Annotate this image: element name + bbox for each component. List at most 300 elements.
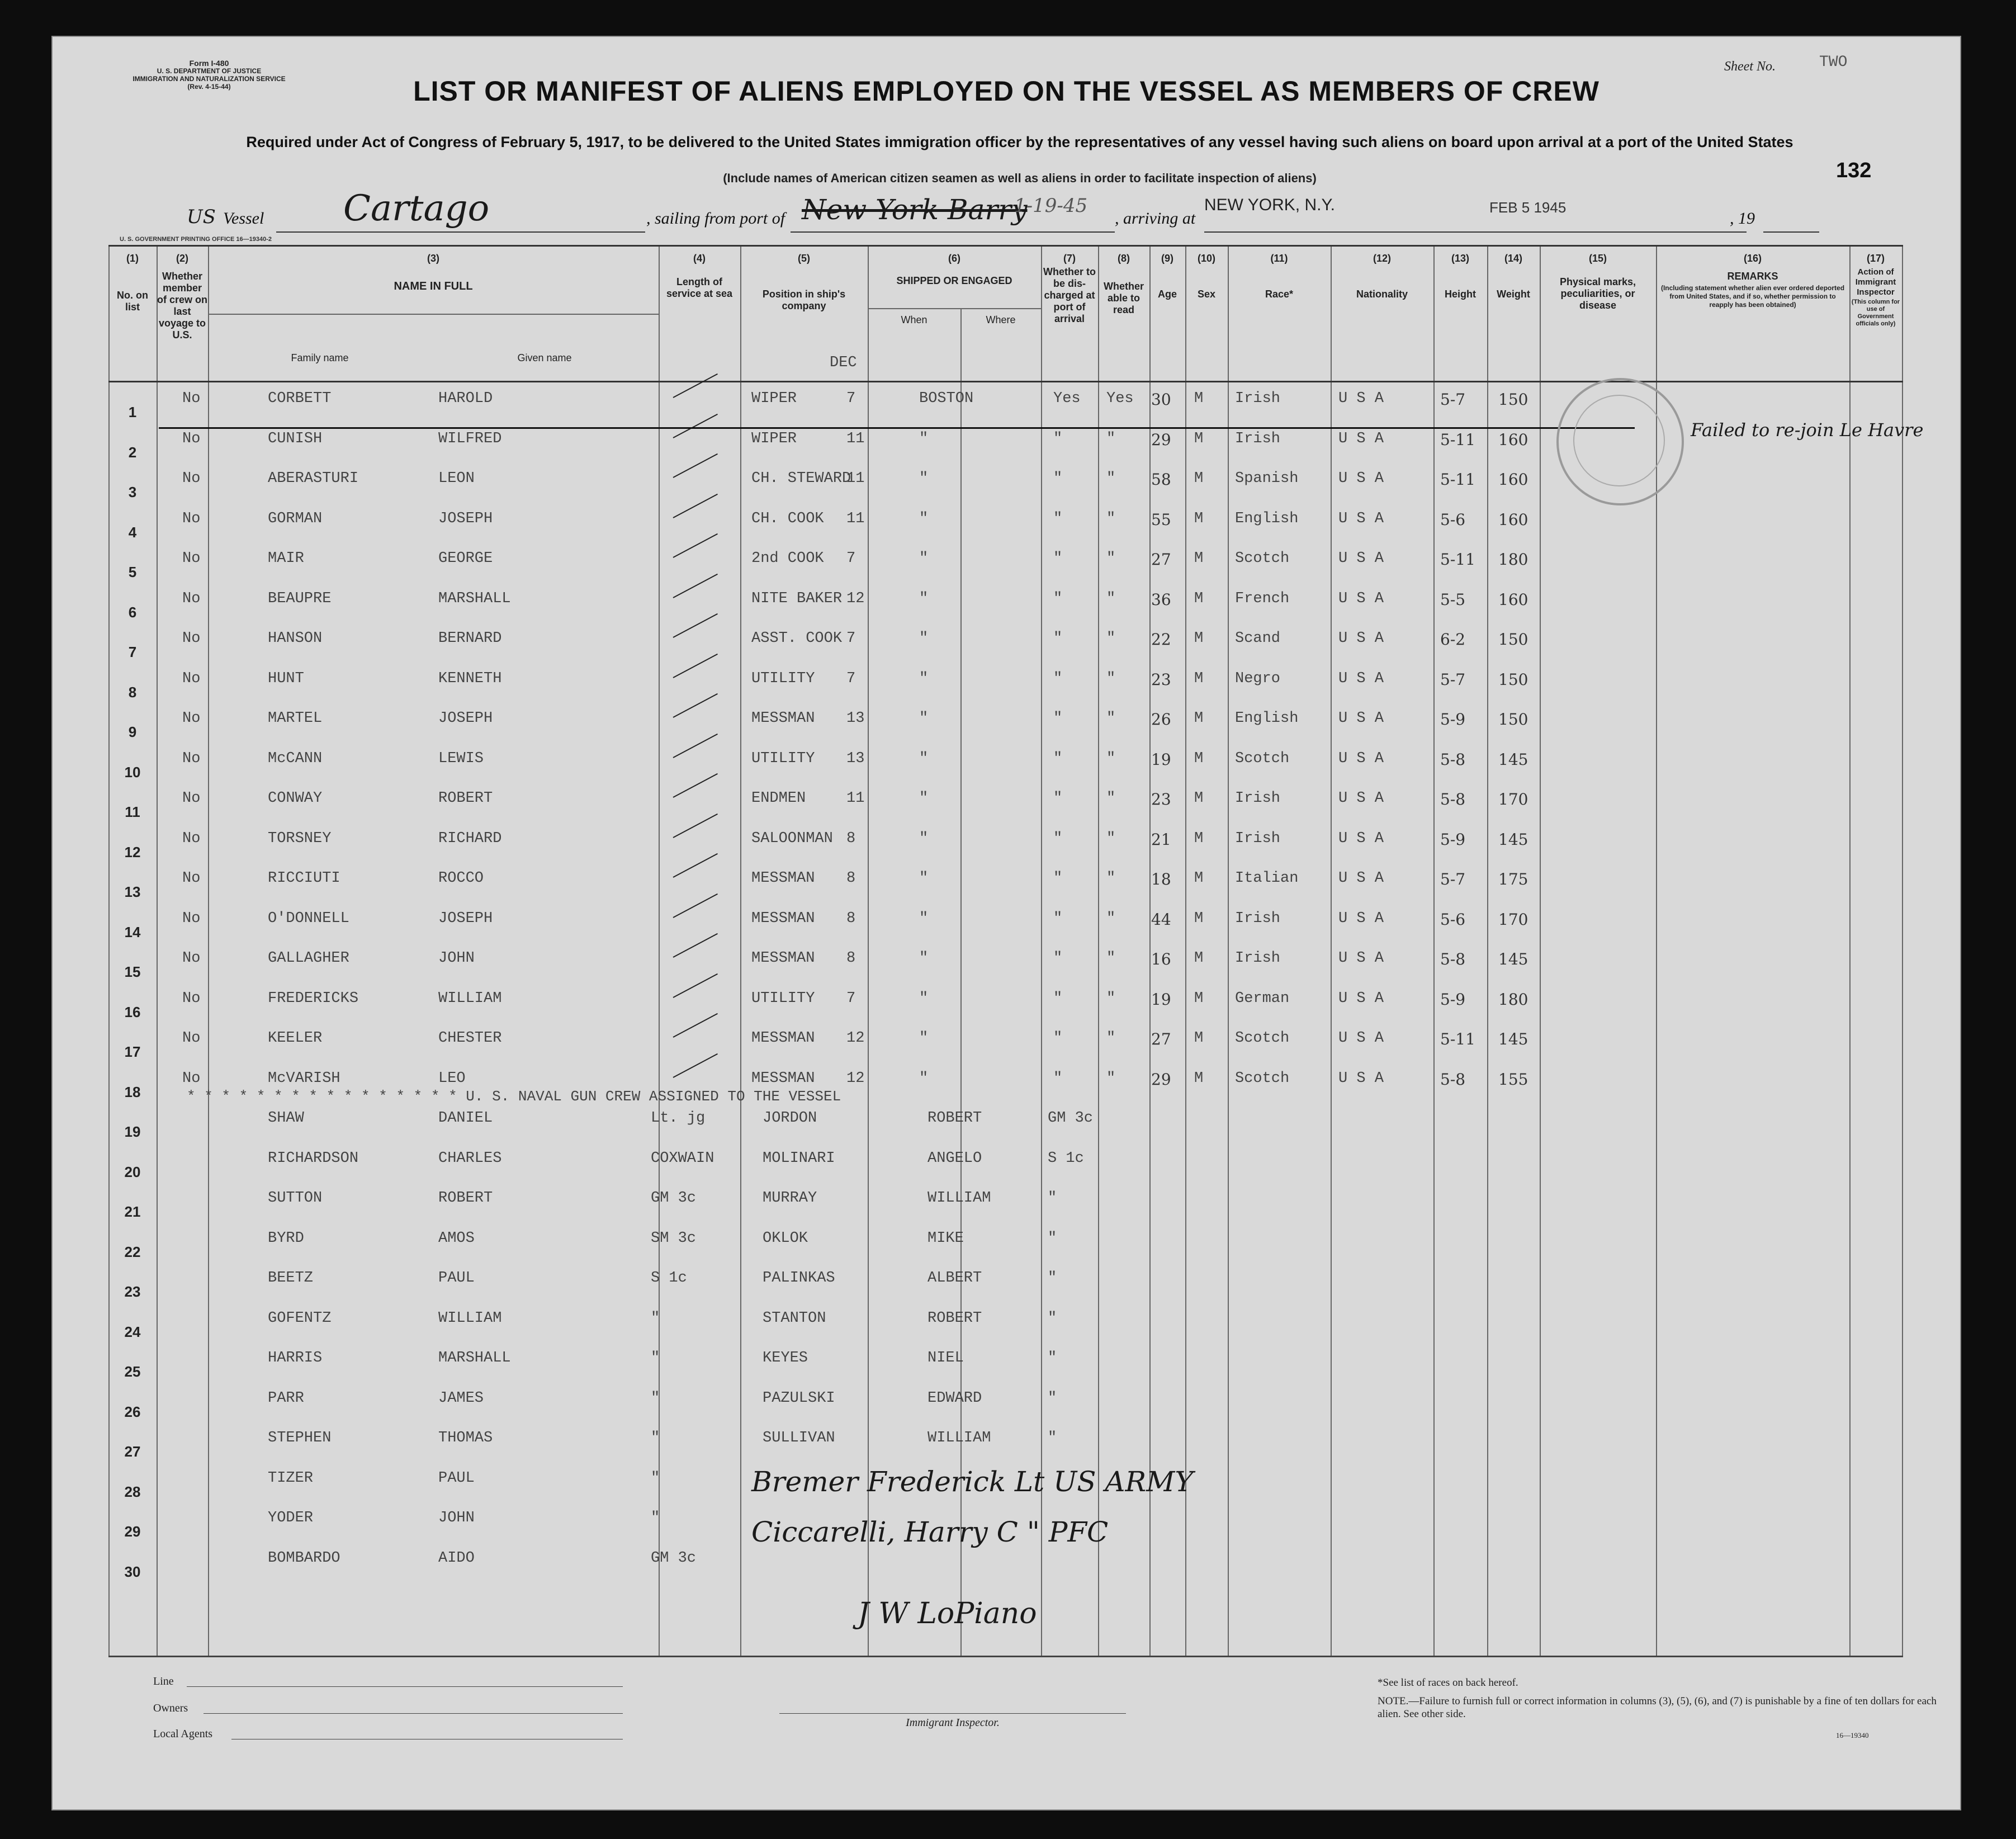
naval-rating: " xyxy=(1048,1270,1057,1287)
row-number: 7 xyxy=(128,644,137,660)
crew-nationality: U S A xyxy=(1338,790,1384,807)
crew-height: 5-7 xyxy=(1440,390,1466,409)
arriving-date: FEB 5 1945 xyxy=(1489,199,1567,216)
crew-height: 5-6 xyxy=(1440,910,1466,929)
crew-discharged: " xyxy=(1053,990,1063,1007)
col-9-number: (9) xyxy=(1161,253,1173,264)
army-entry-2: Ciccarelli, Harry C " PFC xyxy=(751,1516,1109,1548)
crew-prev-voyage: No xyxy=(182,870,201,887)
crew-family-name: RICCIUTI xyxy=(268,870,340,887)
crew-race: Scotch xyxy=(1235,1070,1290,1087)
col-3-family-header: Family name xyxy=(291,352,349,363)
naval-rating: " xyxy=(1048,1430,1057,1446)
crew-position: UTILITY xyxy=(751,990,815,1007)
col-11-number: (11) xyxy=(1270,253,1288,264)
crew-able-to-read: " xyxy=(1106,590,1116,607)
crew-discharged: " xyxy=(1053,750,1063,767)
crew-position: MESSMAN xyxy=(751,870,815,887)
row-number: 11 xyxy=(125,803,140,820)
crew-discharged: " xyxy=(1053,550,1063,567)
crew-given-name: BERNARD xyxy=(438,630,502,647)
crew-shipped-where: " xyxy=(919,1070,929,1087)
crew-shipped-when: 8 xyxy=(846,910,856,927)
crew-family-name: CORBETT xyxy=(268,390,332,407)
crew-shipped-where: " xyxy=(919,990,929,1007)
crew-race: Spanish xyxy=(1235,470,1299,487)
crew-prev-voyage: No xyxy=(182,950,201,967)
crew-height: 5-6 xyxy=(1440,510,1466,529)
crew-family-name: KEELER xyxy=(268,1030,323,1047)
crew-nationality: U S A xyxy=(1338,1030,1384,1047)
crew-able-to-read: " xyxy=(1106,830,1116,847)
crew-given-name: HAROLD xyxy=(438,390,493,407)
crew-age: 18 xyxy=(1151,870,1171,888)
naval-rating: " xyxy=(651,1389,660,1407)
crew-sex: M xyxy=(1194,790,1204,807)
crew-prev-voyage: No xyxy=(182,430,201,447)
crew-shipped-where: " xyxy=(919,590,929,607)
crew-shipped-where: " xyxy=(919,510,929,527)
crew-given-name: ROCCO xyxy=(438,870,484,887)
crew-position: MESSMAN xyxy=(751,950,815,967)
crew-age: 27 xyxy=(1151,550,1171,569)
row-number: 19 xyxy=(124,1123,141,1140)
naval-family-name: TIZER xyxy=(268,1469,314,1487)
naval-family-name: YODER xyxy=(268,1510,314,1526)
crew-able-to-read: " xyxy=(1106,750,1116,767)
crew-weight: 175 xyxy=(1498,870,1528,888)
crew-nationality: U S A xyxy=(1338,750,1384,767)
crew-prev-voyage: No xyxy=(182,710,201,727)
crew-nationality: U S A xyxy=(1338,830,1384,847)
crew-able-to-read: " xyxy=(1106,870,1116,887)
crew-race: Irish xyxy=(1235,950,1281,967)
col-3-given-header: Given name xyxy=(517,352,572,363)
col-8-header: Whether able to read xyxy=(1104,281,1144,315)
crew-shipped-when: 13 xyxy=(846,710,865,727)
crew-family-name: O'DONNELL xyxy=(268,910,349,927)
arriving-label: , arriving at xyxy=(1115,209,1196,228)
crew-position: NITE BAKER xyxy=(751,590,843,607)
naval-given-name: DANIEL xyxy=(438,1110,493,1127)
crew-age: 55 xyxy=(1151,510,1171,529)
naval-family-name: SULLIVAN xyxy=(763,1430,835,1446)
crew-shipped-where: " xyxy=(919,430,929,447)
crew-given-name: LEWIS xyxy=(438,750,484,767)
crew-height: 5-11 xyxy=(1440,430,1475,449)
crew-position: WIPER xyxy=(751,390,797,407)
sailing-port: New York Barry xyxy=(802,193,1028,226)
row-number: 28 xyxy=(124,1483,141,1500)
form-identifier: Form I-480 U. S. DEPARTMENT OF JUSTICE IMMIGRATION AND NATURALIZATION SERVICE (Rev. 4-15-44) xyxy=(132,59,286,91)
crew-able-to-read: " xyxy=(1106,1070,1116,1087)
naval-family-name: STEPHEN xyxy=(268,1430,332,1446)
crew-given-name: JOHN xyxy=(438,950,475,967)
sheet-number: TWO xyxy=(1819,54,1848,71)
crew-family-name: HANSON xyxy=(268,630,323,647)
crew-nationality: U S A xyxy=(1338,670,1384,687)
crew-shipped-when: 13 xyxy=(846,750,865,767)
crew-position: SALOONMAN xyxy=(751,830,833,847)
row-number: 12 xyxy=(124,843,141,861)
crew-sex: M xyxy=(1194,830,1204,847)
naval-family-name: OKLOK xyxy=(763,1230,808,1247)
crew-height: 5-7 xyxy=(1440,870,1466,888)
crew-shipped-when: 8 xyxy=(846,830,856,847)
row-number: 22 xyxy=(124,1243,141,1260)
row-number: 6 xyxy=(128,603,137,621)
crew-weight: 150 xyxy=(1498,390,1528,409)
shipped-month: DEC xyxy=(830,354,857,371)
crew-shipped-where: " xyxy=(919,910,929,927)
crew-prev-voyage: No xyxy=(182,1070,201,1087)
crew-race: Scotch xyxy=(1235,750,1290,767)
crew-shipped-where: " xyxy=(919,870,929,887)
crew-position: 2nd COOK xyxy=(751,550,824,567)
crew-shipped-where: " xyxy=(919,670,929,687)
naval-family-name: KEYES xyxy=(763,1350,808,1367)
crew-nationality: U S A xyxy=(1338,470,1384,487)
crew-nationality: U S A xyxy=(1338,430,1384,447)
row-number: 15 xyxy=(124,963,141,980)
crew-given-name: MARSHALL xyxy=(438,590,511,607)
naval-rating: " xyxy=(1048,1350,1057,1367)
col-5-number: (5) xyxy=(798,253,810,264)
row-number: 21 xyxy=(124,1203,141,1220)
crew-age: 16 xyxy=(1151,950,1171,968)
footer-inspector-label: Immigrant Inspector. xyxy=(906,1717,1000,1729)
sailing-date: 1-19-45 xyxy=(1014,195,1088,217)
crew-discharged: " xyxy=(1053,1030,1063,1047)
crew-weight: 150 xyxy=(1498,630,1528,649)
crew-sex: M xyxy=(1194,1070,1204,1087)
vessel-prefix: US xyxy=(187,206,216,228)
crew-nationality: U S A xyxy=(1338,950,1384,967)
crew-sex: M xyxy=(1194,630,1204,647)
crew-discharged: " xyxy=(1053,510,1063,527)
crew-able-to-read: " xyxy=(1106,990,1116,1007)
naval-rating: " xyxy=(651,1350,660,1367)
crew-position: MESSMAN xyxy=(751,710,815,727)
stamp-inner-ring xyxy=(1573,395,1665,486)
crew-race: Scotch xyxy=(1235,550,1290,567)
naval-family-name: RICHARDSON xyxy=(268,1150,359,1167)
page-note: (Include names of American citizen seamen as well as aliens in order to facilitate inspection of aliens) xyxy=(723,171,1317,185)
crew-age: 23 xyxy=(1151,790,1171,809)
col-16-subheader: (Including statement whether alien ever ordered deported from United States, and if so, whether permission to reapply has been obtained) xyxy=(1660,284,1845,309)
crew-sex: M xyxy=(1194,510,1204,527)
col-16-number: (16) xyxy=(1743,253,1762,264)
crew-given-name: ROBERT xyxy=(438,790,493,807)
col-17-header: Action of Immigrant Inspector xyxy=(1855,267,1896,297)
crew-able-to-read: " xyxy=(1106,790,1116,807)
naval-given-name: EDWARD xyxy=(927,1389,982,1407)
crew-family-name: CONWAY xyxy=(268,790,323,807)
manifest-sheet xyxy=(51,36,1961,1810)
crew-shipped-when: 12 xyxy=(846,590,865,607)
naval-rating: GM 3c xyxy=(651,1190,697,1207)
crew-position: ENDMEN xyxy=(751,790,806,807)
crew-shipped-when: 11 xyxy=(846,470,865,487)
naval-family-name: MOLINARI xyxy=(763,1150,835,1167)
crew-height: 5-9 xyxy=(1440,710,1466,729)
crew-height: 5-8 xyxy=(1440,790,1466,809)
naval-family-name: STANTON xyxy=(763,1309,826,1327)
crew-age: 23 xyxy=(1151,670,1171,689)
crew-height: 5-11 xyxy=(1440,550,1475,569)
col-1-number: (1) xyxy=(126,253,139,264)
col-4-header: Length of service at sea xyxy=(666,276,733,299)
crew-shipped-where: " xyxy=(919,1030,929,1047)
crew-shipped-when: 7 xyxy=(846,390,856,407)
crew-able-to-read: " xyxy=(1106,950,1116,967)
row-number: 8 xyxy=(128,683,137,701)
crew-position: UTILITY xyxy=(751,670,815,687)
naval-family-name: SHAW xyxy=(268,1110,304,1127)
crew-discharged: " xyxy=(1053,590,1063,607)
naval-rating: GM 3c xyxy=(651,1549,697,1567)
crew-height: 5-8 xyxy=(1440,750,1466,769)
row-number: 1 xyxy=(128,404,137,420)
naval-rating: " xyxy=(651,1469,660,1487)
crew-discharged: " xyxy=(1053,670,1063,687)
row-number: 3 xyxy=(128,484,137,500)
naval-given-name: THOMAS xyxy=(438,1430,493,1446)
crew-family-name: GORMAN xyxy=(268,510,323,527)
naval-rating: Lt. jg xyxy=(651,1110,706,1127)
crew-shipped-when: 7 xyxy=(846,550,856,567)
vessel-name: Cartago xyxy=(343,188,490,229)
col-10-number: (10) xyxy=(1197,253,1215,264)
col-6-when-header: When xyxy=(901,314,927,325)
crew-prev-voyage: No xyxy=(182,670,201,687)
crew-able-to-read: " xyxy=(1106,470,1116,487)
naval-rating: SM 3c xyxy=(651,1230,697,1247)
crew-able-to-read: " xyxy=(1106,1030,1116,1047)
naval-family-name: BEETZ xyxy=(268,1270,314,1287)
crew-nationality: U S A xyxy=(1338,990,1384,1007)
crew-able-to-read: " xyxy=(1106,630,1116,647)
crew-shipped-where: " xyxy=(919,470,929,487)
naval-rating: GM 3c xyxy=(1048,1110,1094,1127)
crew-family-name: ABERASTURI xyxy=(268,470,359,487)
naval-family-name: BOMBARDO xyxy=(268,1549,340,1567)
remark-row-2: Failed to re-join Le Havre xyxy=(1691,419,1924,441)
row-number: 27 xyxy=(124,1443,141,1460)
crew-prev-voyage: No xyxy=(182,790,201,807)
crew-age: 19 xyxy=(1151,990,1171,1009)
crew-prev-voyage: No xyxy=(182,750,201,767)
naval-family-name: HARRIS xyxy=(268,1350,323,1367)
crew-shipped-when: 12 xyxy=(846,1070,865,1087)
crew-prev-voyage: No xyxy=(182,470,201,487)
crew-position: UTILITY xyxy=(751,750,815,767)
naval-family-name: PARR xyxy=(268,1389,304,1407)
col-8-number: (8) xyxy=(1118,253,1130,264)
crew-age: 29 xyxy=(1151,1070,1171,1089)
row-number: 20 xyxy=(124,1163,141,1180)
crew-weight: 160 xyxy=(1498,470,1528,489)
inspector-initials: J W LoPiano xyxy=(858,1597,1037,1630)
col-3-header: NAME IN FULL xyxy=(394,280,473,292)
crew-discharged: Yes xyxy=(1053,390,1081,407)
crew-age: 30 xyxy=(1151,390,1171,409)
crew-shipped-where: " xyxy=(919,550,929,567)
crew-family-name: CUNISH xyxy=(268,430,323,447)
crew-sex: M xyxy=(1194,470,1204,487)
crew-discharged: " xyxy=(1053,710,1063,727)
crew-sex: M xyxy=(1194,870,1204,887)
col-14-header: Weight xyxy=(1497,289,1530,300)
row-number: 4 xyxy=(128,523,137,541)
col-2-header: Whether member of crew on last voyage to U.S. xyxy=(157,271,207,341)
crew-race: Scand xyxy=(1235,630,1281,647)
crew-given-name: WILFRED xyxy=(438,430,502,447)
crew-prev-voyage: No xyxy=(182,990,201,1007)
naval-rating: " xyxy=(651,1309,660,1327)
crew-discharged: " xyxy=(1053,430,1063,447)
crew-height: 5-8 xyxy=(1440,950,1466,968)
crew-age: 44 xyxy=(1151,910,1171,929)
naval-given-name: JOHN xyxy=(438,1510,475,1526)
crew-prev-voyage: No xyxy=(182,390,201,407)
year-label: , 19 xyxy=(1730,209,1755,228)
crew-age: 29 xyxy=(1151,430,1171,449)
col-9-header: Age xyxy=(1157,289,1177,300)
sheet-label: Sheet No. xyxy=(1724,59,1776,74)
col-17-number: (17) xyxy=(1866,253,1885,264)
crew-race: French xyxy=(1235,590,1290,607)
col-15-header: Physical marks, peculiarities, or disease xyxy=(1559,276,1636,311)
crew-weight: 145 xyxy=(1498,830,1528,849)
crew-family-name: GALLAGHER xyxy=(268,950,349,967)
col-6-where-header: Where xyxy=(986,314,1016,325)
crew-prev-voyage: No xyxy=(182,910,201,927)
crew-prev-voyage: No xyxy=(182,510,201,527)
crew-race: Irish xyxy=(1235,430,1281,447)
naval-given-name: WILLIAM xyxy=(438,1309,502,1327)
crew-able-to-read: " xyxy=(1106,550,1116,567)
row-number: 25 xyxy=(124,1363,141,1380)
crew-position: ASST. COOK xyxy=(751,630,843,647)
crew-discharged: " xyxy=(1053,630,1063,647)
crew-height: 6-2 xyxy=(1440,630,1466,649)
footer-agents-label: Local Agents xyxy=(153,1728,213,1740)
col-17-subheader: (This column for use of Government officials only) xyxy=(1851,299,1900,327)
crew-shipped-where: " xyxy=(919,950,929,967)
row-number: 5 xyxy=(128,564,137,580)
crew-race: Scotch xyxy=(1235,1030,1290,1047)
crew-given-name: KENNETH xyxy=(438,670,502,687)
crew-shipped-when: 12 xyxy=(846,1030,865,1047)
crew-discharged: " xyxy=(1053,870,1063,887)
crew-position: MESSMAN xyxy=(751,1030,815,1047)
crew-sex: M xyxy=(1194,990,1204,1007)
naval-given-name: MIKE xyxy=(927,1230,964,1247)
crew-age: 22 xyxy=(1151,630,1171,649)
crew-family-name: MAIR xyxy=(268,550,304,567)
crew-race: English xyxy=(1235,510,1299,527)
row-number: 30 xyxy=(124,1563,141,1580)
crew-family-name: HUNT xyxy=(268,670,304,687)
crew-race: Irish xyxy=(1235,390,1281,407)
naval-given-name: ALBERT xyxy=(927,1270,982,1287)
naval-given-name: ROBERT xyxy=(927,1110,982,1127)
crew-shipped-where: " xyxy=(919,750,929,767)
crew-weight: 170 xyxy=(1498,790,1528,809)
crew-position: CH. COOK xyxy=(751,510,824,527)
crew-sex: M xyxy=(1194,390,1204,407)
footer-line-label: Line xyxy=(153,1675,174,1687)
crew-nationality: U S A xyxy=(1338,870,1384,887)
row-number: 16 xyxy=(124,1003,141,1020)
crew-height: 5-9 xyxy=(1440,830,1466,849)
crew-shipped-when: 8 xyxy=(846,950,856,967)
naval-rating: " xyxy=(1048,1230,1057,1247)
crew-discharged: " xyxy=(1053,910,1063,927)
crew-weight: 145 xyxy=(1498,750,1528,769)
crew-height: 5-5 xyxy=(1440,590,1466,609)
crew-race: German xyxy=(1235,990,1290,1007)
crew-weight: 155 xyxy=(1498,1070,1528,1089)
naval-family-name: BYRD xyxy=(268,1230,304,1247)
crew-given-name: LEON xyxy=(438,470,475,487)
crew-position: MESSMAN xyxy=(751,910,815,927)
crew-sex: M xyxy=(1194,590,1204,607)
crew-height: 5-8 xyxy=(1440,1070,1466,1089)
naval-given-name: ROBERT xyxy=(438,1190,493,1207)
arriving-port: NEW YORK, N.Y. xyxy=(1204,196,1335,214)
gpo-line: U. S. GOVERNMENT PRINTING OFFICE 16—19340-2 xyxy=(120,236,272,243)
crew-discharged: " xyxy=(1053,950,1063,967)
crew-height: 5-11 xyxy=(1440,470,1475,489)
crew-age: 26 xyxy=(1151,710,1171,729)
col-10-header: Sex xyxy=(1197,289,1216,300)
col-4-number: (4) xyxy=(693,253,706,264)
crew-race: Irish xyxy=(1235,790,1281,807)
crew-sex: M xyxy=(1194,910,1204,927)
col-5-header: Position in ship's company xyxy=(762,289,846,311)
crew-shipped-where: " xyxy=(919,790,929,807)
row-number: 29 xyxy=(124,1523,141,1540)
crew-age: 19 xyxy=(1151,750,1171,769)
crew-age: 27 xyxy=(1151,1030,1171,1048)
crew-sex: M xyxy=(1194,1030,1204,1047)
crew-family-name: FREDERICKS xyxy=(268,990,359,1007)
naval-given-name: ROBERT xyxy=(927,1309,982,1327)
crew-nationality: U S A xyxy=(1338,390,1384,407)
crew-sex: M xyxy=(1194,710,1204,727)
col-15-number: (15) xyxy=(1588,253,1607,264)
crew-prev-voyage: No xyxy=(182,830,201,847)
naval-given-name: CHARLES xyxy=(438,1150,502,1167)
naval-given-name: AMOS xyxy=(438,1230,475,1247)
col-1-header: No. on list xyxy=(117,290,148,313)
crew-position: WIPER xyxy=(751,430,797,447)
naval-rating: S 1c xyxy=(1048,1150,1084,1167)
crew-able-to-read: " xyxy=(1106,510,1116,527)
crew-nationality: U S A xyxy=(1338,590,1384,607)
row-number: 23 xyxy=(124,1283,141,1300)
crew-height: 5-9 xyxy=(1440,990,1466,1009)
row-number: 10 xyxy=(124,763,141,781)
footer-code: 16—19340 xyxy=(1836,1731,1869,1739)
row-number: 2 xyxy=(128,443,137,461)
crew-weight: 180 xyxy=(1498,550,1528,569)
crew-given-name: GEORGE xyxy=(438,550,493,567)
crew-given-name: LEO xyxy=(438,1070,466,1087)
crew-prev-voyage: No xyxy=(182,550,201,567)
